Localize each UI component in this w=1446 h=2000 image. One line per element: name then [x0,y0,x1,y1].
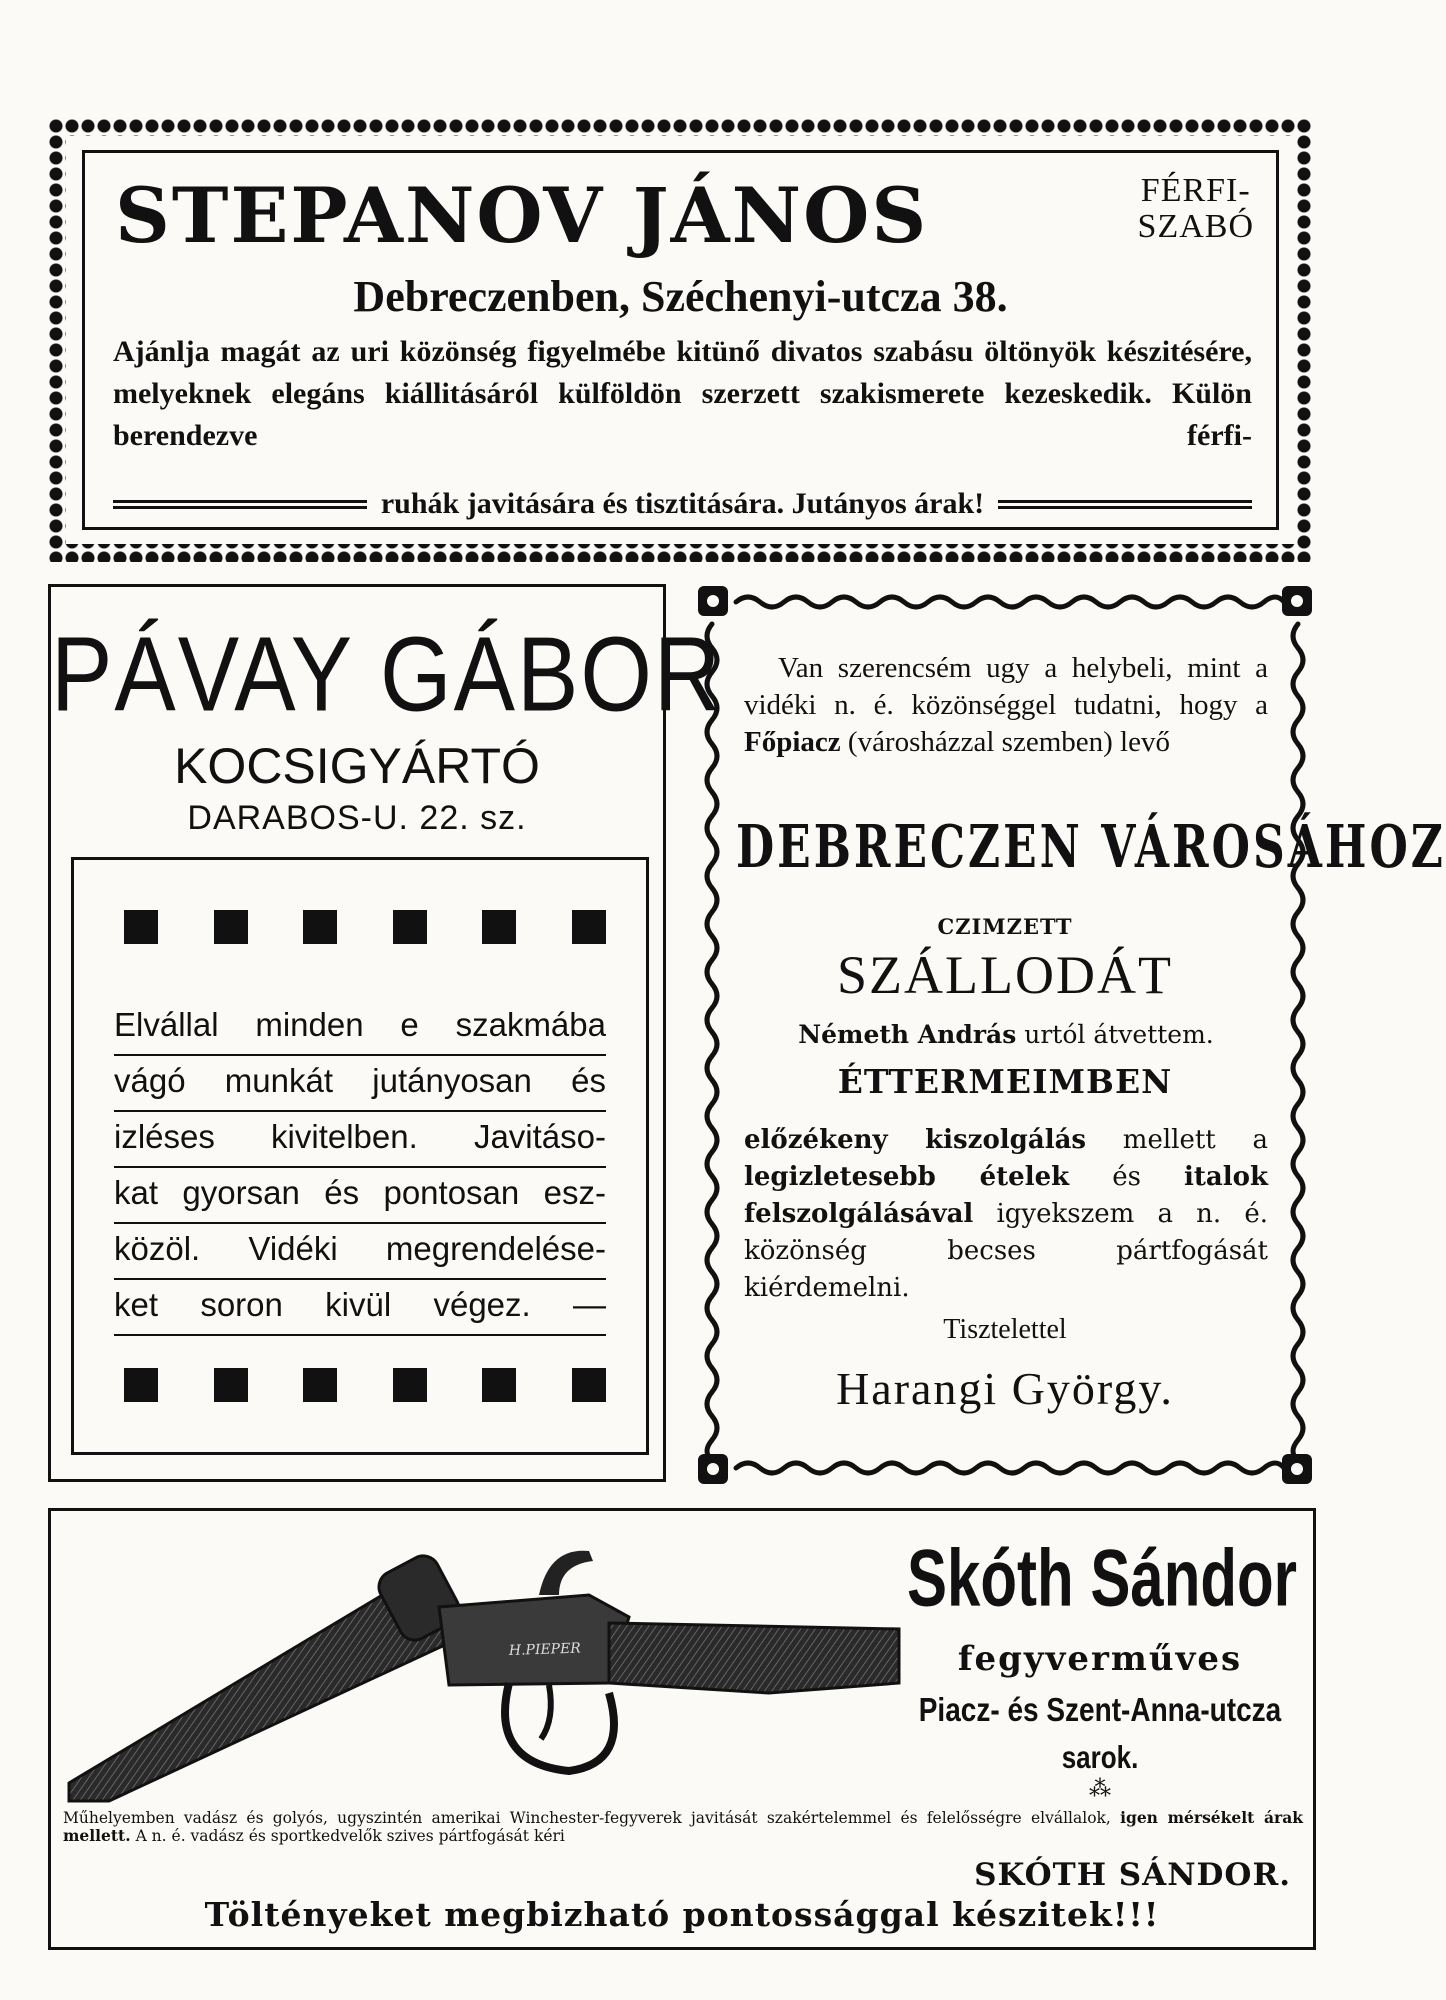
harangi-body [744,1122,1268,1307]
skoth-address: Piacz- és Szent-Anna-utcza [918,1691,1282,1729]
skoth-corner: sarok. [1061,1739,1139,1775]
hotel-previous-owner [744,1020,1268,1049]
stepanov-last-line [113,487,1252,521]
pavay-trade: KOCSIGYÁRTÓ [174,738,540,794]
skoth-ad [48,1508,1316,1950]
stepanov-name: STEPANOV JÁNOS [115,171,929,260]
square-ornament [214,1368,248,1402]
square-ornament [303,910,337,944]
stepanov-ad-frame [82,150,1279,530]
intro-text-2: (városházzal szemben) levő [847,726,1170,758]
square-ornament [572,1368,606,1402]
gun-trigger [541,1685,551,1739]
harangi-greeting: Tisztelettel [943,1314,1067,1345]
body-bold-2: legizletesebb ételek [744,1162,1070,1192]
intro-market: Főpiacz [744,726,841,758]
double-rule-left [113,500,367,509]
square-ornament [124,1368,158,1402]
frame-bottom-vine [736,1463,1284,1473]
hotel-city-name: DEBRECZEN VÁROSÁHOZ [736,813,1446,882]
square-ornament [214,910,248,944]
pavay-text-line: kat gyorsan és pontosan esz- [114,1168,606,1224]
square-ornament [482,910,516,944]
gun-action [439,1595,629,1685]
body-bold-3: italok felszolgálásával [744,1162,1268,1229]
shotgun-illustration [69,1533,899,1803]
frame-top-vine [736,597,1284,607]
skoth-footer: Töltényeket megbizható pontossággal készitek!!! [204,1895,1160,1934]
square-ornament-row-top [124,910,606,944]
square-ornament [393,1368,427,1402]
pavay-text-line: izléses kivitelben. Javitáso- [114,1112,606,1168]
frame-corner-dot [1291,1463,1303,1475]
profession-line-1: FÉRFI- [1140,172,1251,209]
pavay-text-box [71,857,649,1455]
previous-owner-name: Németh András [798,1020,1017,1049]
previous-owner-rest: urtól átvettem. [1024,1020,1214,1049]
gun-stock [609,1623,899,1693]
square-ornament [482,1368,516,1402]
pavay-text-line: ket soron kivül végez. — [114,1280,606,1336]
harangi-ad [696,584,1446,1486]
intro-text-1: Van szerencsém ugy a helybeli, mint a vidéki n. é. közönséggel tudatni, hogy a [744,652,1268,721]
frame-corner-dot [1291,595,1303,607]
pavay-name: PÁVAY GÁBOR [51,616,723,734]
pavay-text-line: közöl. Vidéki megrendelése- [114,1224,606,1280]
body-text-2: és [1112,1162,1141,1192]
harangi-intro [744,650,1268,761]
skoth-name: Skóth Sándor [907,1532,1298,1623]
body-text-3: igyekszem a n. é. közönség becses pártfogását kiérdemelni. [744,1199,1269,1303]
restaurants-heading: ÉTTERMEIMBEN [837,1062,1173,1101]
frame-corner-dot [707,595,719,607]
stepanov-body: Ajánlja magát az uri közönség figyelmébe kitünő divatos szabásu öltönyök készitésére, melyeknek elegáns kiállitásáról külföldön szerzett szakismerete kezeskedik. Külön berendezve férfi- [113,335,1252,452]
gun-engraving: H.PIEPER [508,1640,582,1659]
gun-hammer [539,1551,593,1595]
stepanov-address: Debreczenben, Széchenyi-utcza 38. [353,272,1008,321]
stepanov-ad [48,118,1313,562]
square-ornament-row-bottom [124,1368,606,1402]
harangi-signature: Harangi György. [836,1363,1174,1414]
square-ornament [124,910,158,944]
square-ornament [572,910,606,944]
gun-trigger-guard [505,1683,614,1771]
pavay-text-line: Elvállal minden e szakmába [114,1000,606,1056]
skoth-signature: SKÓTH SÁNDOR. [974,1857,1291,1893]
small-print-2: A n. é. vadász és sportkedvelők szives pártfogását kéri [135,1827,565,1845]
pavay-address: DARABOS-U. 22. sz. [187,799,527,837]
profession-line-2: SZABÓ [1137,208,1254,245]
double-rule-right [998,500,1252,509]
body-bold-1: előzékeny kiszolgálás [744,1125,1087,1155]
pavay-ad [48,584,723,1482]
hotel-czimzett: CZIMZETT [937,914,1073,939]
square-ornament [303,1368,337,1402]
body-text-1: mellett a [1122,1125,1268,1155]
pavay-text [114,1000,606,1336]
small-print-1: Műhelyemben vadász és golyós, ugyszintén amerikai Winchester-fegyverek javitását szakértelemmel és felelősségre elvállalok, [63,1809,1111,1827]
skoth-small-print [63,1809,1303,1845]
hotel-label: SZÁLLODÁT [837,945,1173,1005]
frame-corner-dot [707,1463,719,1475]
stepanov-last-text: ruhák javitására és tisztitására. Jutányos árak! [380,487,985,520]
square-ornament [393,910,427,944]
stepanov-profession [1138,173,1254,245]
small-print-bold: igen mérsékelt árak mellett. [63,1808,1304,1845]
skoth-trade: fegyverműves [957,1639,1243,1679]
pavay-text-line: vágó munkát jutányosan és [114,1056,606,1112]
asterism-ornament: ⁂ [1089,1777,1111,1802]
